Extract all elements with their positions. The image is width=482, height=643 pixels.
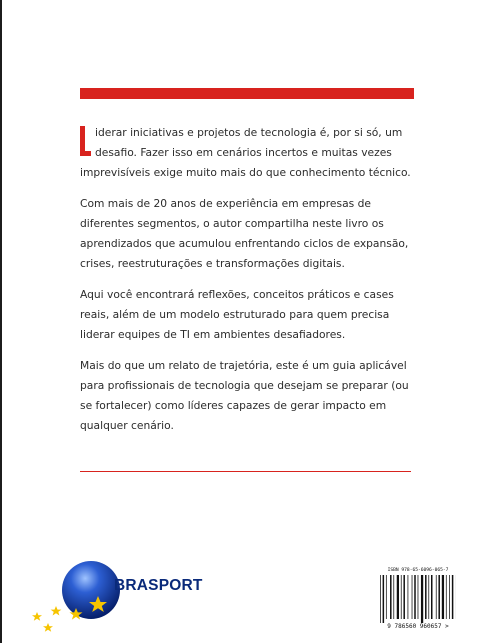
red-divider-line: [80, 471, 411, 472]
back-cover-blurb: [80, 123, 420, 447]
isbn-label: ISBN 978-65-6096-065-7: [387, 568, 449, 573]
red-header-bar: [80, 88, 414, 99]
publisher-logo: [20, 560, 203, 635]
blurb-paragraph-1: iderar iniciativas e projetos de tecnologia é, por si só, um desafio. Fazer isso em cenários incertos e muitas vezes imprevisíveis exige muito mais do que conhecimento técnico.: [80, 126, 411, 179]
globe-stars-icon: [20, 560, 200, 635]
publisher-name: BRASPORT: [114, 577, 203, 594]
blurb-paragraph-4: Mais do que um relato de trajetória, este é um guia aplicável para profissionais de tecnologia que desejam se preparar (ou se fortalecer) como líderes capazes de gerar impacto em qualquer cenário.: [80, 359, 409, 432]
blurb-paragraph-3: Aqui você encontrará reflexões, conceitos práticos e cases reais, além de um modelo estruturado para quem precisa liderar equipes de TI em ambientes desafiadores.: [80, 288, 394, 341]
cover-edge-line: [0, 0, 2, 643]
barcode-digits: 9 786560 960657 >: [387, 623, 449, 630]
dropcap-l: [80, 126, 90, 156]
barcode-bars-icon: [380, 575, 456, 623]
isbn-barcode: [376, 568, 460, 631]
blurb-paragraph-2: Com mais de 20 anos de experiência em empresas de diferentes segmentos, o autor compartilha neste livro os aprendizados que acumulou enfrentando ciclos de expansão, crises, reestruturações e transformações digitais.: [80, 197, 409, 270]
